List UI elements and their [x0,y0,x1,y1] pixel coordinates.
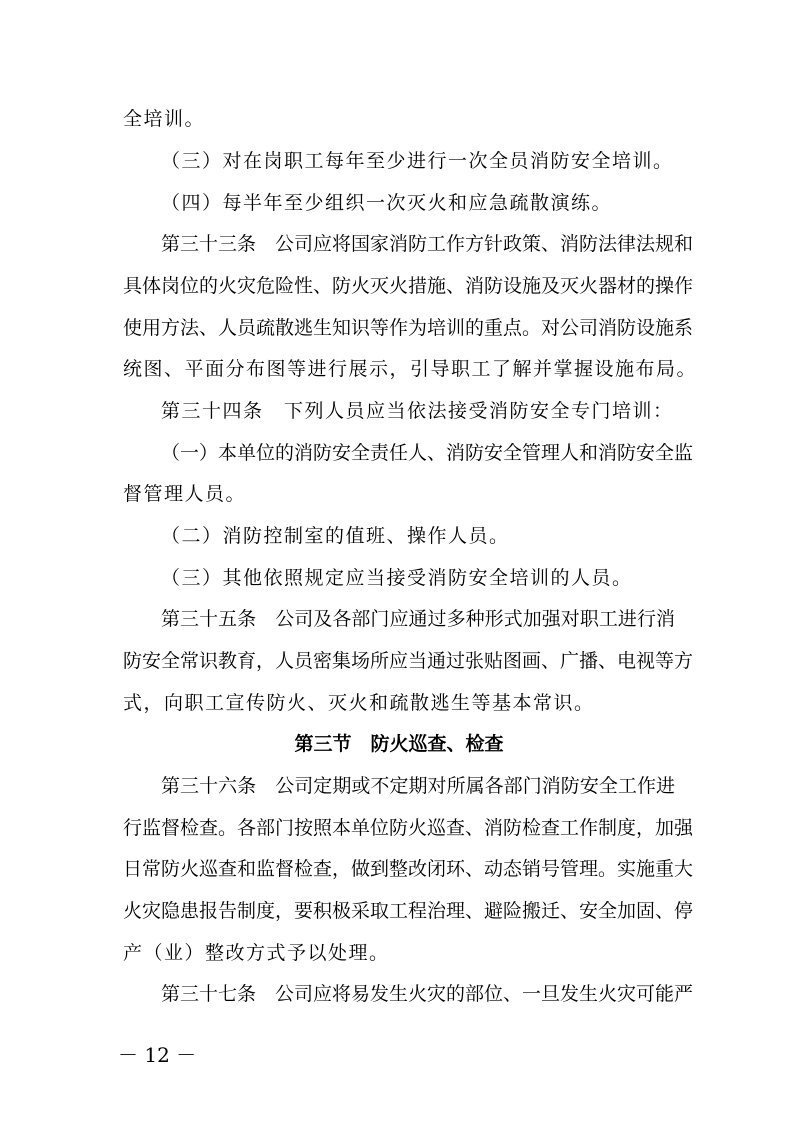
text-line: 防安全常识教育，人员密集场所应当通过张贴图画、广播、电视等方 [123,650,694,672]
text-line: 第三十五条 公司及各部门应通过多种形式加强对职工进行消 [161,608,675,630]
text-line: 产（业）整改方式予以处理。 [123,942,390,964]
text-line: （四）每半年至少组织一次灭火和应急疏散演练。 [161,192,613,214]
text-line: 全培训。 [123,108,206,130]
text-line: 第三十七条 公司应将易发生火灾的部位、一旦发生火灾可能严 [161,983,694,1005]
text-line: 具体岗位的火灾危险性、防火灭火措施、消防设施及灭火器材的操作 [123,275,694,297]
text-line: 日常防火巡查和监督检查，做到整改闭环、动态销号管理。实施重大 [123,858,694,880]
text-line: （三）对在岗职工每年至少进行一次全员消防安全培训。 [161,150,674,172]
text-line: （三）其他依照规定应当接受消防安全培训的人员。 [161,567,633,589]
text-line: 第三十六条 公司定期或不定期对所属各部门消防安全工作进 [161,775,675,797]
text-line: 第三十四条 下列人员应当依法接受消防安全专门培训： [161,400,674,422]
text-line: （二）消防控制室的值班、操作人员。 [161,525,510,547]
text-line: （一）本单位的消防安全责任人、消防安全管理人和消防安全监 [161,442,694,464]
text-line: 第三十三条 公司应将国家消防工作方针政策、消防法律法规和 [161,233,694,255]
page-number: － 12 － [118,1043,197,1067]
section-heading: 第三节 防火巡查、检查 [294,733,504,755]
text-line: 统图、平面分布图等进行展示，引导职工了解并掌握设施布局。 [123,358,698,380]
text-line: 使用方法、人员疏散逃生知识等作为培训的重点。对公司消防设施系 [123,317,694,339]
text-line: 督管理人员。 [123,483,247,505]
text-line: 式，向职工宣传防火、灭火和疏散逃生等基本常识。 [123,692,595,714]
text-line: 行监督检查。各部门按照本单位防火巡查、消防检查工作制度，加强 [123,817,694,839]
text-line: 火灾隐患报告制度，要积极采取工程治理、避险搬迁、安全加固、停 [123,900,694,922]
